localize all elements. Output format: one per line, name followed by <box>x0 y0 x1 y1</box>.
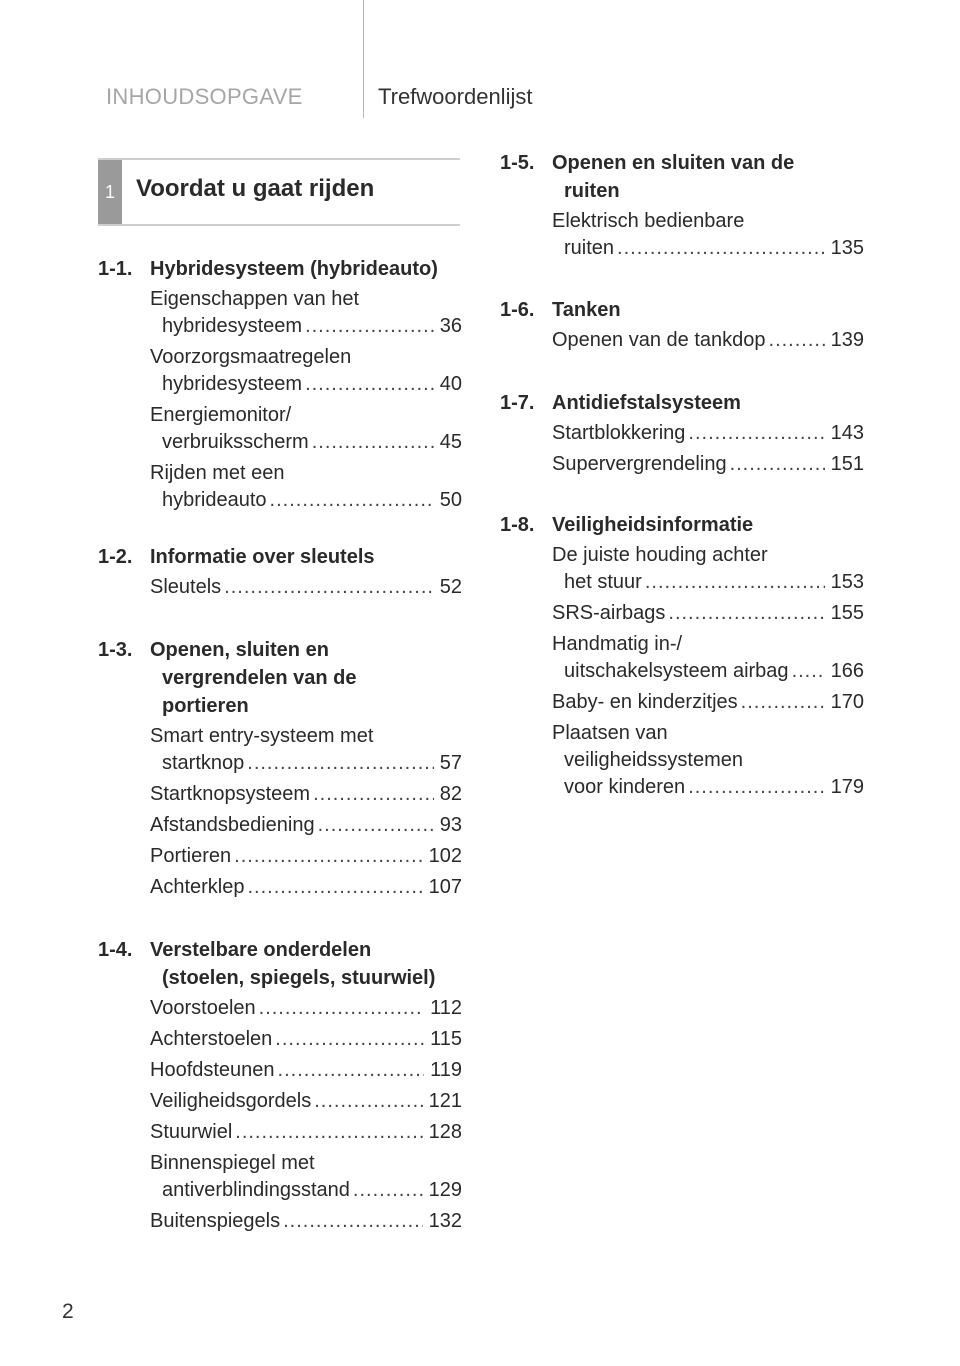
dot-leader <box>278 1057 425 1084</box>
entry-text: hybridesysteem <box>162 315 303 337</box>
dot-leader <box>792 658 825 685</box>
dot-leader <box>313 781 434 808</box>
dot-leader <box>741 689 825 716</box>
entry-text: Achterklep <box>150 876 245 898</box>
section-title-line: portieren <box>162 695 249 717</box>
entry-page-number: 155 <box>830 602 864 624</box>
entry-page-number: 166 <box>830 660 864 682</box>
toc-entry[interactable] <box>500 542 864 596</box>
entry-text: Supervergrendeling <box>552 453 727 475</box>
toc-entry[interactable] <box>98 781 462 808</box>
entry-page-number: 107 <box>428 876 462 898</box>
toc-entry[interactable] <box>98 1208 462 1235</box>
section-title-line: Veiligheidsinformatie <box>552 514 754 536</box>
entry-text-line: Binnenspiegel met <box>150 1152 315 1174</box>
entry-page-number: 112 <box>430 997 462 1019</box>
toc-entry[interactable] <box>98 1088 462 1115</box>
entry-page-number: 115 <box>430 1028 462 1050</box>
entry-page-number: 36 <box>439 315 462 337</box>
section-title-line: Openen en sluiten van de <box>552 152 795 174</box>
entry-page-number: 45 <box>439 431 462 453</box>
section-title-line: Informatie over sleutels <box>150 546 375 568</box>
nav-divider <box>363 0 364 118</box>
entry-text: Portieren <box>150 845 232 867</box>
entry-text: ruiten <box>564 237 615 259</box>
entry-page-number: 151 <box>830 453 864 475</box>
entry-text: hybrideauto <box>162 489 267 511</box>
toc-entry[interactable] <box>98 286 462 340</box>
dot-leader <box>283 1208 423 1235</box>
entry-text: Stuurwiel <box>150 1121 233 1143</box>
toc-entry[interactable] <box>500 327 864 354</box>
section-title <box>552 511 864 539</box>
section-title <box>552 149 864 205</box>
section-number: 1-5. <box>500 152 535 174</box>
entry-page-number: 52 <box>439 576 462 598</box>
entry-page-number: 93 <box>439 814 462 836</box>
section-heading[interactable] <box>500 296 864 324</box>
entry-text: startknop <box>162 752 245 774</box>
section-title-line: (stoelen, spiegels, stuurwiel) <box>162 967 436 989</box>
toc-section <box>98 255 462 518</box>
toc-entry[interactable] <box>98 460 462 514</box>
toc-entry[interactable] <box>98 402 462 456</box>
toc-entry[interactable] <box>98 1026 462 1053</box>
toc-entry[interactable] <box>500 451 864 478</box>
section-title <box>552 296 864 324</box>
toc-section <box>500 511 864 805</box>
entry-page-number: 82 <box>439 783 462 805</box>
dot-leader <box>688 774 824 801</box>
toc-entry[interactable] <box>98 1119 462 1146</box>
entry-text: Afstandsbediening <box>150 814 315 836</box>
dot-leader <box>259 995 424 1022</box>
entry-text: voor kinderen <box>564 776 686 798</box>
entry-page-number: 119 <box>430 1059 462 1081</box>
toc-entry[interactable] <box>98 344 462 398</box>
section-number: 1-8. <box>500 514 535 536</box>
entry-text-line: Rijden met een <box>150 462 285 484</box>
toc-section <box>500 296 864 358</box>
dot-leader <box>353 1177 423 1204</box>
dot-leader <box>668 600 824 627</box>
dot-leader <box>769 327 825 354</box>
toc-entry[interactable] <box>500 689 864 716</box>
entry-page-number: 139 <box>830 329 864 351</box>
chapter-number-badge: 1 <box>98 160 122 224</box>
entry-text: het stuur <box>564 571 642 593</box>
dot-leader <box>234 843 422 870</box>
toc-entry[interactable] <box>500 720 864 801</box>
toc-entry[interactable] <box>500 208 864 262</box>
entry-text: Openen van de tankdop <box>552 329 766 351</box>
section-heading[interactable] <box>98 936 462 992</box>
entry-text-line: Handmatig in-/ <box>552 633 683 655</box>
toc-entry[interactable] <box>500 631 864 685</box>
toc-section <box>98 636 462 905</box>
section-title-line: Hybridesysteem (hybrideauto) <box>150 258 438 280</box>
section-title-line: Verstelbare onderdelen <box>150 939 372 961</box>
entry-text-line: Plaatsen van <box>552 722 668 744</box>
entry-text-line: Voorzorgsmaatregelen <box>150 346 352 368</box>
entry-text: Hoofdsteunen <box>150 1059 275 1081</box>
section-heading[interactable] <box>500 511 864 539</box>
entry-page-number: 179 <box>830 776 864 798</box>
toc-entry[interactable] <box>98 1150 462 1204</box>
dot-leader <box>617 235 825 262</box>
dot-leader <box>688 420 824 447</box>
entry-text: verbruiksscherm <box>162 431 309 453</box>
section-title <box>150 255 462 283</box>
toc-section <box>98 936 462 1239</box>
dot-leader <box>224 574 434 601</box>
entry-text: Veiligheidsgordels <box>150 1090 312 1112</box>
section-title-line: Antidiefstalsysteem <box>552 392 741 414</box>
dot-leader <box>318 812 434 839</box>
toc-section <box>500 389 864 482</box>
section-number: 1-4. <box>98 939 133 961</box>
section-number: 1-2. <box>98 546 133 568</box>
entry-text: Achterstoelen <box>150 1028 273 1050</box>
toc-entry[interactable] <box>98 1057 462 1084</box>
entry-text: Buitenspiegels <box>150 1210 281 1232</box>
section-title-line: Openen, sluiten en <box>150 639 329 661</box>
entry-page-number: 135 <box>830 237 864 259</box>
section-title <box>150 936 462 992</box>
section-title <box>150 636 462 720</box>
section-heading[interactable] <box>98 636 462 720</box>
section-heading[interactable] <box>500 389 864 417</box>
dot-leader <box>645 569 825 596</box>
section-heading[interactable] <box>98 255 462 283</box>
dot-leader <box>235 1119 422 1146</box>
entry-text-line: De juiste houding achter <box>552 544 768 566</box>
toc-section <box>98 543 462 605</box>
nav-index-link[interactable]: Trefwoordenlijst <box>378 84 533 109</box>
dot-leader <box>305 313 434 340</box>
entry-text-line: Elektrisch bedienbare <box>552 210 745 232</box>
section-title <box>150 543 462 571</box>
entry-text-line: Smart entry-systeem met <box>150 725 374 747</box>
toc-entry[interactable] <box>98 843 462 870</box>
entry-page-number: 128 <box>428 1121 462 1143</box>
chapter-title: Voordat u gaat rijden <box>136 175 375 202</box>
toc-entry[interactable] <box>98 574 462 601</box>
entry-page-number: 50 <box>439 489 462 511</box>
section-title-line: Tanken <box>552 299 621 321</box>
dot-leader <box>312 429 434 456</box>
header-rule-top <box>98 158 460 160</box>
section-number: 1-6. <box>500 299 535 321</box>
toc-entry[interactable] <box>98 995 462 1022</box>
section-heading[interactable] <box>98 543 462 571</box>
entry-text-line: Eigenschappen van het <box>150 288 360 310</box>
toc-entry[interactable] <box>500 600 864 627</box>
dot-leader <box>270 487 434 514</box>
dot-leader <box>275 1026 424 1053</box>
entry-text: hybridesysteem <box>162 373 303 395</box>
entry-page-number: 170 <box>830 691 864 713</box>
entry-text: Baby- en kinderzitjes <box>552 691 738 713</box>
entry-page-number: 57 <box>439 752 462 774</box>
entry-text: Startblokkering <box>552 422 686 444</box>
section-title-line: ruiten <box>564 180 620 202</box>
toc-section <box>500 149 864 266</box>
entry-page-number: 102 <box>428 845 462 867</box>
header-rule-bottom <box>98 224 460 226</box>
page-number: 2 <box>62 1300 74 1323</box>
entry-text: Sleutels <box>150 576 222 598</box>
chapter-header <box>98 158 460 226</box>
entry-page-number: 129 <box>428 1179 462 1201</box>
entry-page-number: 121 <box>428 1090 462 1112</box>
section-number: 1-7. <box>500 392 535 414</box>
section-title-line: vergrendelen van de <box>162 667 357 689</box>
section-number: 1-3. <box>98 639 133 661</box>
section-number: 1-1. <box>98 258 133 280</box>
entry-page-number: 40 <box>439 373 462 395</box>
toc-entry[interactable] <box>500 420 864 447</box>
toc-entry[interactable] <box>98 812 462 839</box>
entry-text-line: Energiemonitor/ <box>150 404 292 426</box>
entry-page-number: 132 <box>428 1210 462 1232</box>
entry-text-line: veiligheidssystemen <box>564 749 743 771</box>
dot-leader <box>314 1088 422 1115</box>
dot-leader <box>247 750 433 777</box>
entry-text: uitschakelsysteem airbag <box>564 660 789 682</box>
entry-page-number: 143 <box>830 422 864 444</box>
toc-entry[interactable] <box>98 723 462 777</box>
entry-text: Startknopsysteem <box>150 783 311 805</box>
entry-text: Voorstoelen <box>150 997 256 1019</box>
entry-text: SRS-airbags <box>552 602 666 624</box>
section-heading[interactable] <box>500 149 864 205</box>
entry-text: antiverblindingsstand <box>162 1179 350 1201</box>
entry-page-number: 153 <box>830 571 864 593</box>
section-title <box>552 389 864 417</box>
top-navigation <box>0 0 960 120</box>
dot-leader <box>248 874 423 901</box>
dot-leader <box>305 371 434 398</box>
dot-leader <box>730 451 825 478</box>
toc-entry[interactable] <box>98 874 462 901</box>
nav-toc-link[interactable]: INHOUDSOPGAVE <box>106 84 303 109</box>
